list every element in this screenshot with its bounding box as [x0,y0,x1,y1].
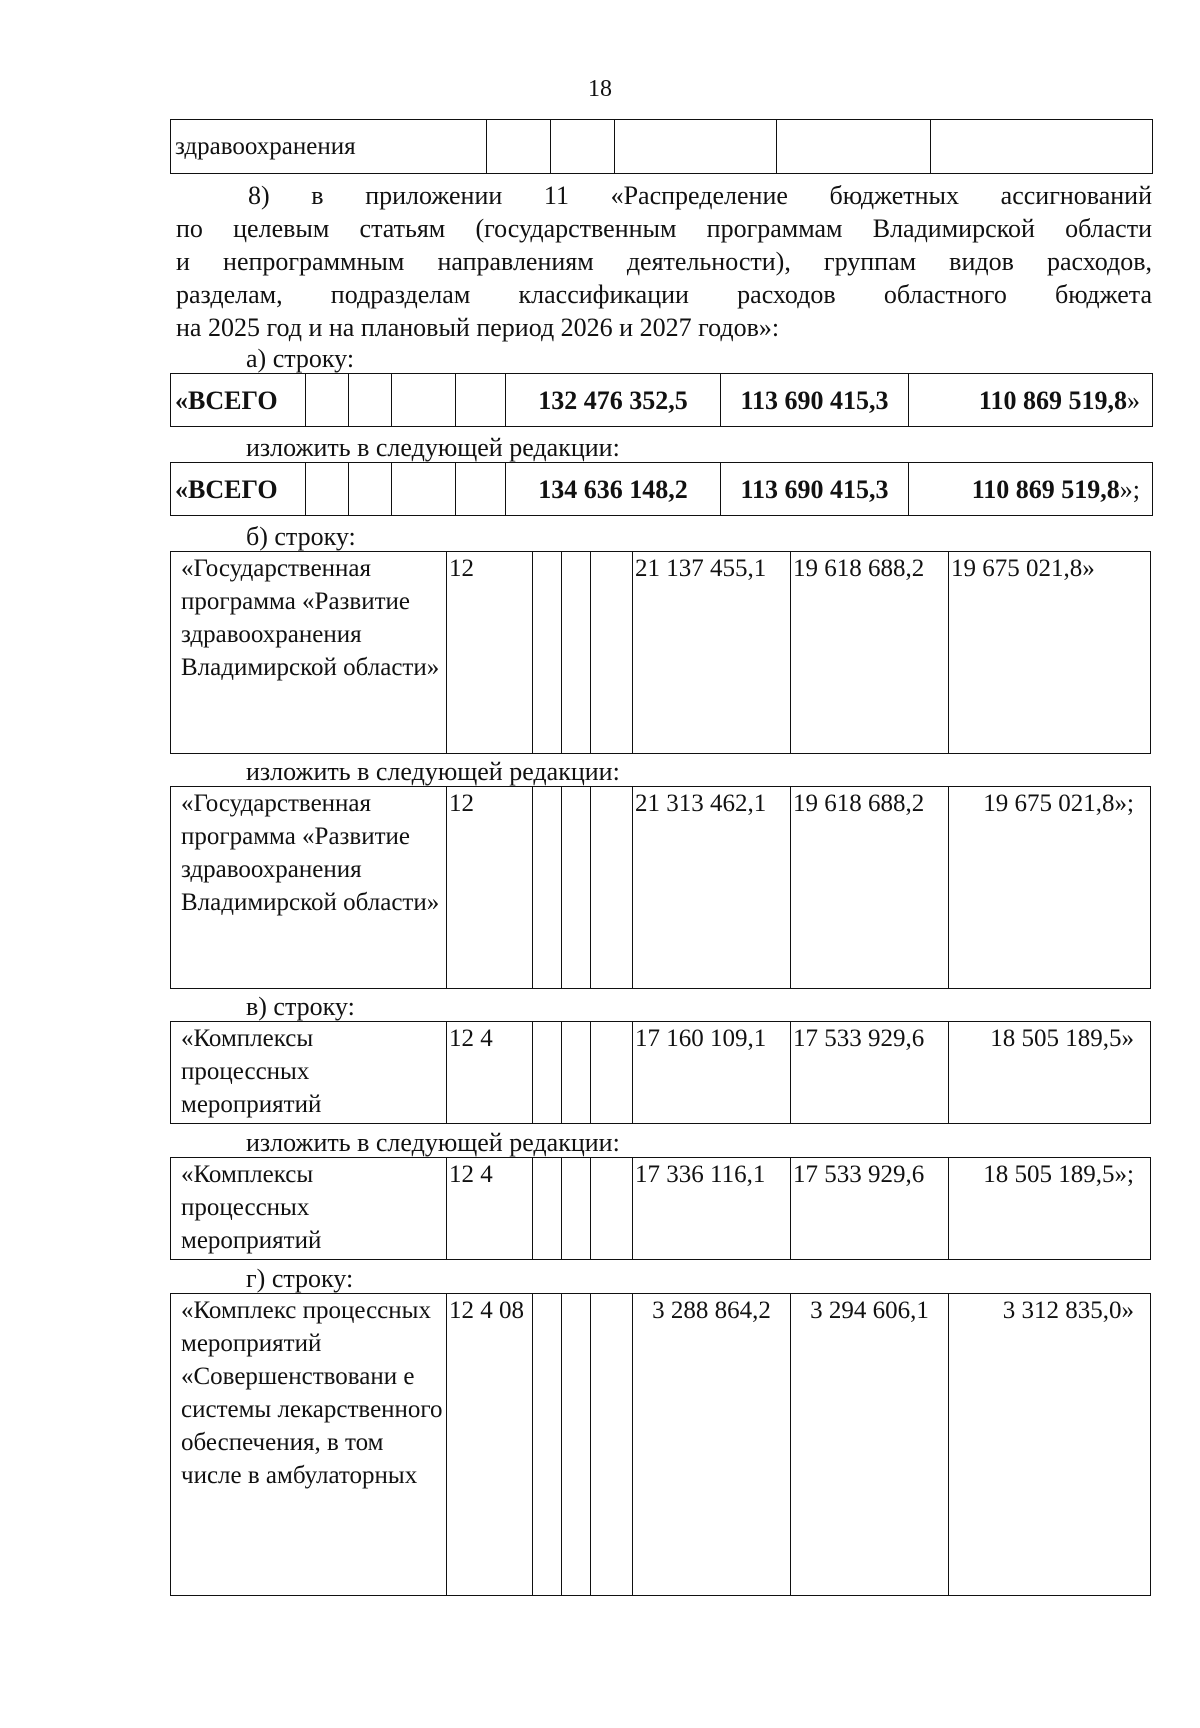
row-name: «Государственная программа «Развитие здравоохранения Владимирской области» [171,552,447,754]
value-2026: 3 294 606,1 [791,1294,949,1596]
row-name: «Комплексы процессных мероприятий [171,1158,447,1260]
value-2026: 17 533 929,6 [791,1022,949,1124]
value-2027: 18 505 189,5» [949,1022,1151,1124]
table-row [171,463,1153,516]
value-2027-number: 110 869 519,8 [978,385,1127,415]
label-replace: изложить в следующей редакции: [246,433,620,462]
table-row [171,787,1151,989]
gp-row-old-table [170,551,1151,754]
label-v: в) строку: [246,992,355,1021]
value-2025: 21 313 462,1 [633,787,791,989]
value-2026: 19 618 688,2 [791,787,949,989]
value-2025: 21 137 455,1 [633,552,791,754]
table-row [171,374,1153,427]
table-row [171,1022,1151,1124]
target-code: 12 [447,787,533,989]
label-b: б) строку: [246,522,356,551]
intro-line: на 2025 год и на плановый период 2026 и 2027 годов»: [176,313,780,342]
value-2027 [909,463,1153,516]
value-2026: 113 690 415,3 [721,374,909,427]
value-2027-number: 110 869 519,8 [971,474,1120,504]
row-name: «Комплексы процессных мероприятий [171,1022,447,1124]
page-number: 18 [588,76,612,102]
closing-quote: »; [1119,474,1140,504]
value-2026: 17 533 929,6 [791,1158,949,1260]
table-row [171,552,1151,754]
intro-paragraph [176,179,1152,344]
value-2027: 19 675 021,8»; [949,787,1151,989]
value-2027: 19 675 021,8» [949,552,1151,754]
gp-row-new-table [170,786,1151,989]
total-row-new-table [170,462,1153,516]
table-row [171,1158,1151,1260]
table-row [171,1294,1151,1596]
value-2025: 134 636 148,2 [506,463,721,516]
value-2025: 17 160 109,1 [633,1022,791,1124]
value-2027: 18 505 189,5»; [949,1158,1151,1260]
row-name: «ВСЕГО [171,463,306,516]
table-row [171,120,1153,174]
value-2025: 17 336 116,1 [633,1158,791,1260]
value-2026: 113 690 415,3 [721,463,909,516]
row-name: «Государственная программа «Развитие здравоохранения Владимирской области» [171,787,447,989]
kpm08-row-old-table [170,1293,1151,1596]
intro-line: 8) в приложении 11 «Распределение бюджетных ассигнований [248,181,1152,210]
label-replace: изложить в следующей редакции: [246,757,620,786]
target-code: 12 4 08 [447,1294,533,1596]
total-row-old-table [170,373,1153,427]
intro-line: разделам, подразделам классификации расходов областного бюджета [176,280,1152,309]
label-a: а) строку: [246,344,355,373]
intro-line: по целевым статьям (государственным программам Владимирской области [176,214,1152,243]
value-2025: 132 476 352,5 [506,374,721,427]
target-code: 12 [447,552,533,754]
label-replace: изложить в следующей редакции: [246,1128,620,1157]
value-2027 [909,374,1153,427]
row-name: здравоохранения [171,120,487,174]
kpm-row-new-table [170,1157,1151,1260]
label-g: г) строку: [246,1264,354,1293]
value-2026: 19 618 688,2 [791,552,949,754]
target-code: 12 4 [447,1158,533,1260]
value-2027: 3 312 835,0» [949,1294,1151,1596]
intro-line: и непрограммным направлениям деятельности), группам видов расходов, [176,247,1152,276]
target-code: 12 4 [447,1022,533,1124]
closing-quote: » [1127,385,1140,415]
value-2025: 3 288 864,2 [633,1294,791,1596]
top-table [170,119,1153,174]
kpm-row-old-table [170,1021,1151,1124]
row-name: «Комплекс процессных мероприятий «Совершенствовани е системы лекарственного обеспечения, в том числе в амбулаторных [171,1294,447,1596]
row-name: «ВСЕГО [171,374,306,427]
